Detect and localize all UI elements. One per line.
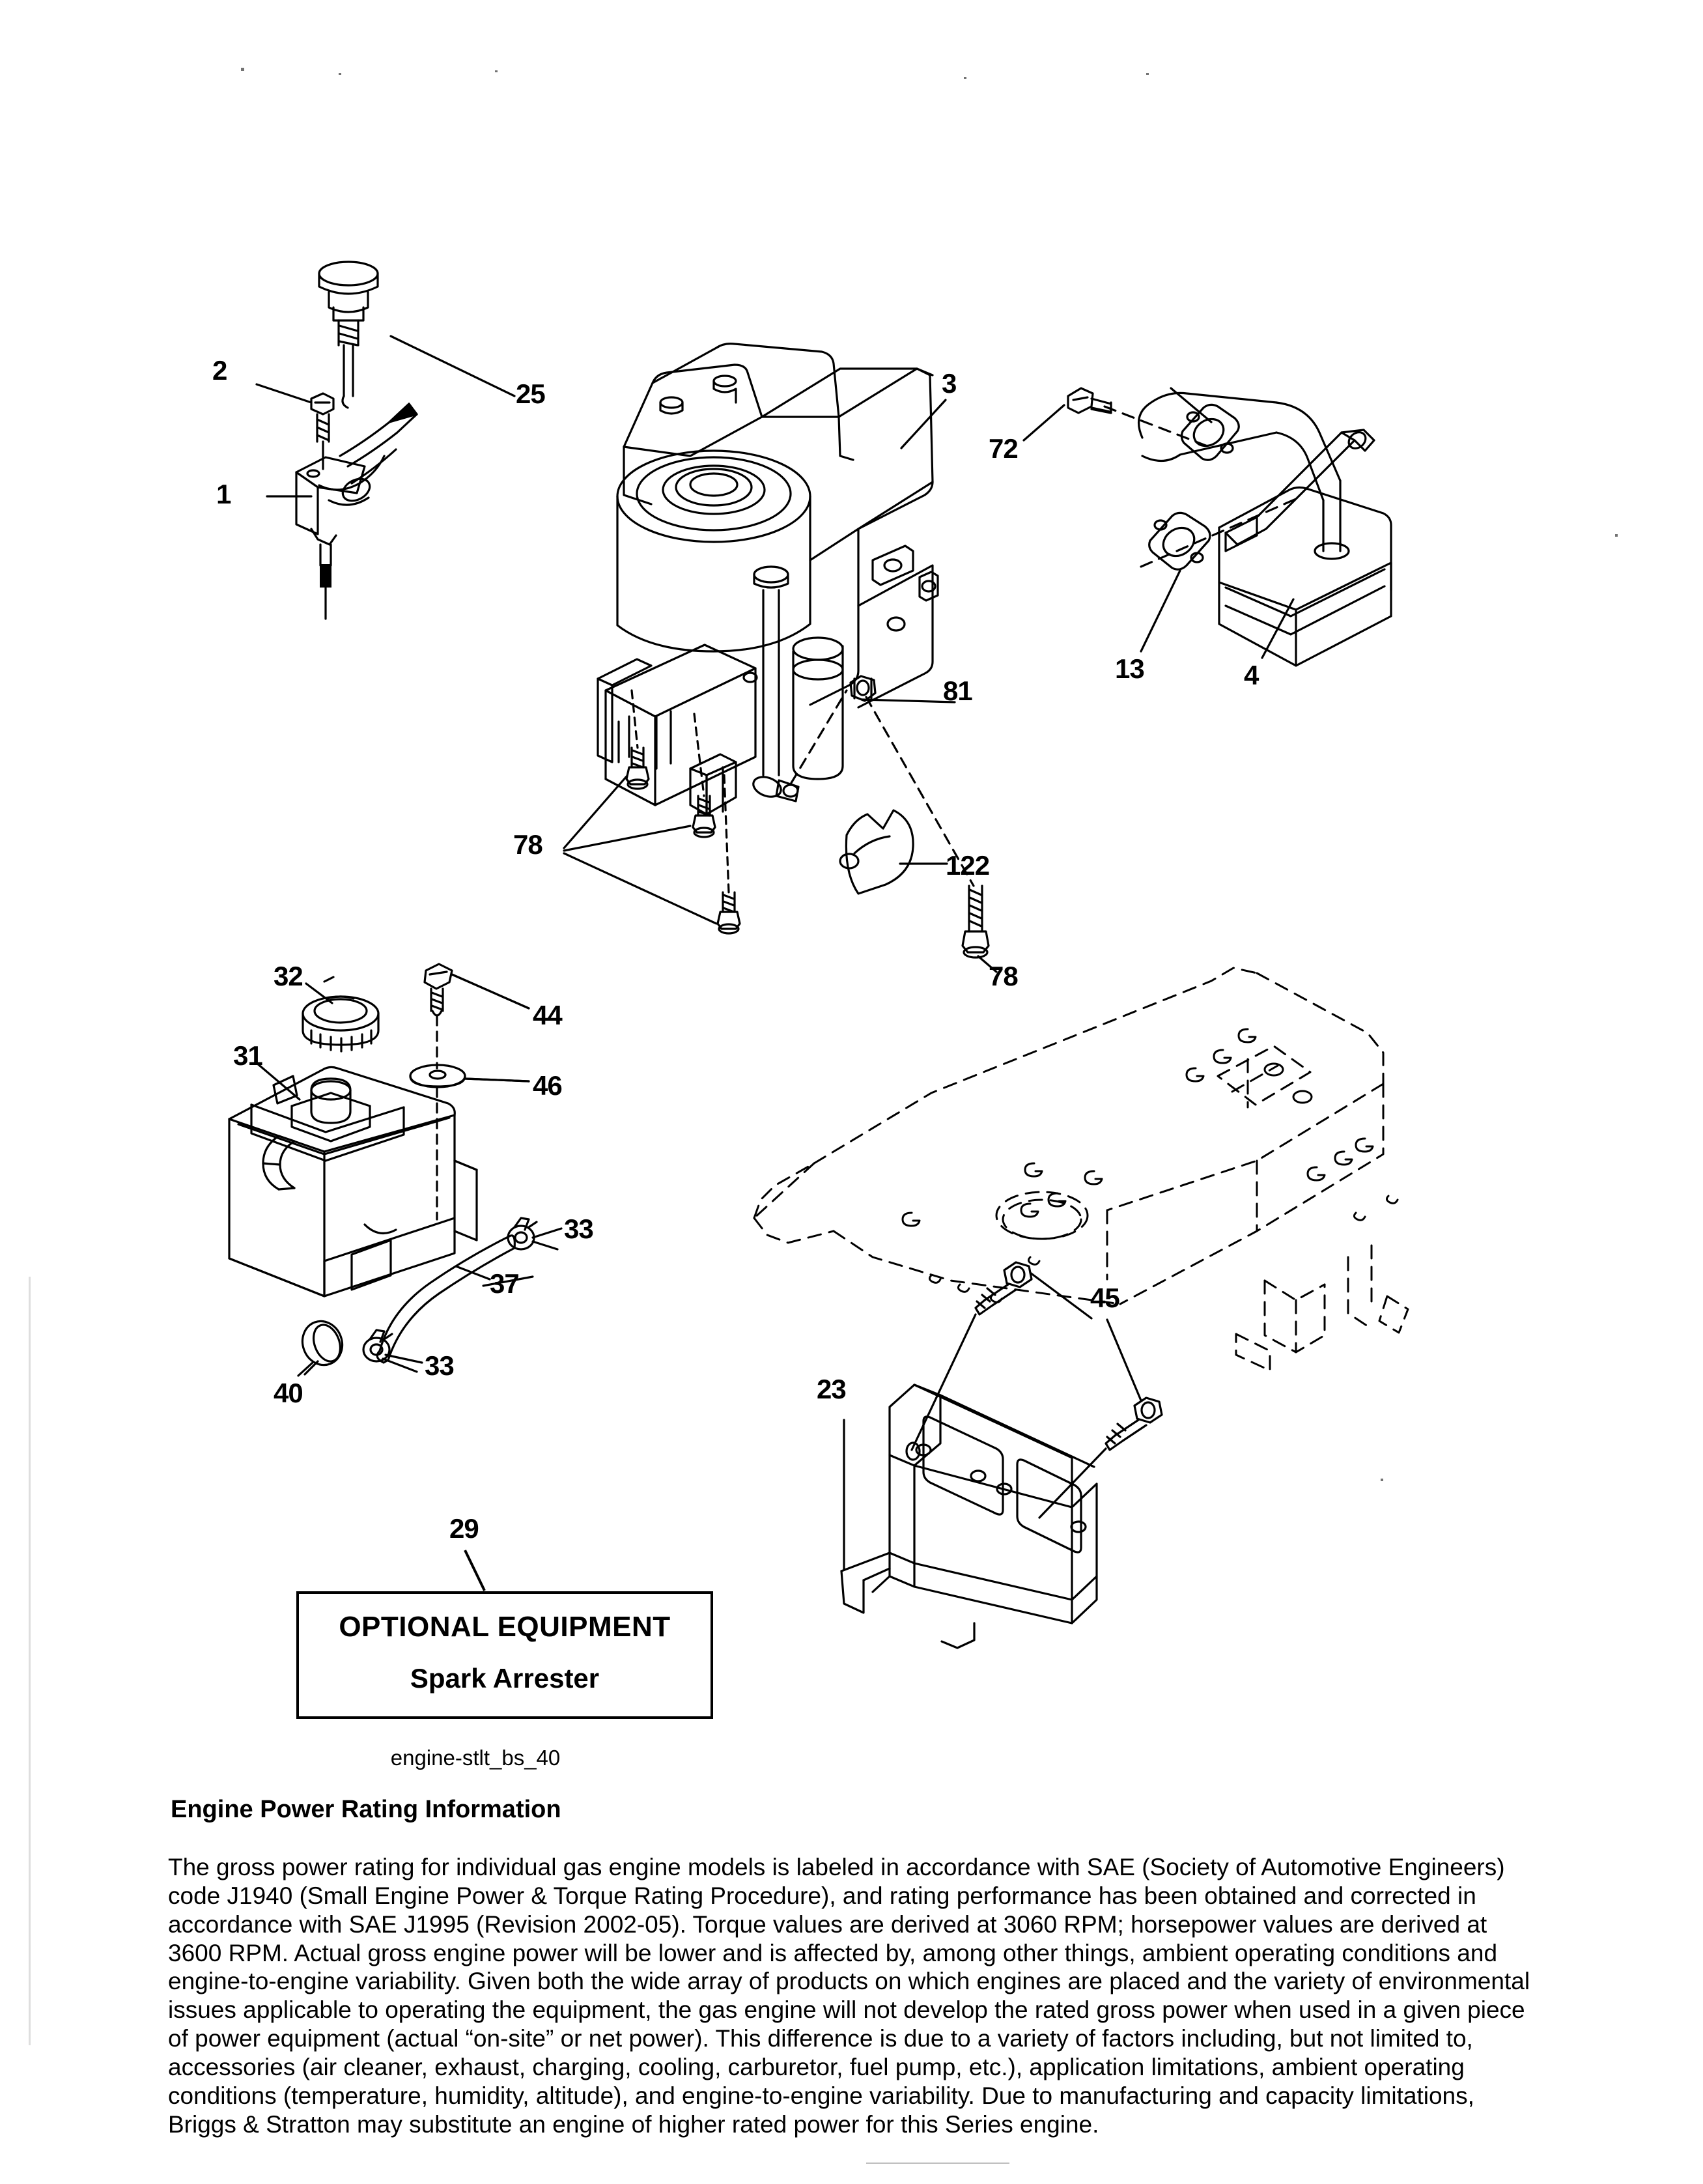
part-screw-78b <box>963 886 996 972</box>
figure-caption: engine-stlt_bs_40 <box>390 1746 561 1770</box>
part-screws-78 <box>564 690 740 933</box>
part-screws-45 <box>976 1262 1162 1450</box>
callout-40: 40 <box>274 1378 303 1408</box>
callout-44: 44 <box>533 1000 562 1030</box>
callout-78-b: 78 <box>989 961 1018 991</box>
callout-81: 81 <box>943 675 972 706</box>
part-washer-46 <box>410 1065 529 1087</box>
part-screw-44 <box>425 964 529 1015</box>
part-fuel-tank-31 <box>229 1067 477 1296</box>
callout-25: 25 <box>516 378 545 409</box>
scan-speckle <box>866 2163 1009 2164</box>
part-engine-3 <box>598 344 938 814</box>
part-screw-72 <box>1068 388 1111 413</box>
callout-13: 13 <box>1115 653 1144 684</box>
callout-45: 45 <box>1090 1283 1119 1313</box>
scan-speckle <box>495 70 498 72</box>
optional-equipment-subtitle: Spark Arrester <box>410 1663 600 1694</box>
callout-33-a: 33 <box>564 1213 593 1244</box>
scan-speckle <box>339 73 341 75</box>
part-fuel-line-37 <box>377 1236 533 1363</box>
callout-29-leader <box>449 1545 541 1596</box>
part-heat-shield-122 <box>840 810 913 894</box>
engine-power-rating-body: The gross power rating for individual gas engine models is labeled in accordance with SAE (Society of Automotive Engineers) code J1940 (Small Engine Power & Torque Rating Procedure), and rating performance has been obtained and corrected in accordance with SAE J1995 (Revision 2002-05). Torque values are derived at 3060 RPM; horsepower values are derived at 3600 RPM. Actual gross engine power will be lower and is affected by, among other things, ambient operating conditions and engine-to-engine variability. Given both the wide array of products on which engines are placed and the variety of environmental issues applicable to operating the equipment, the gas engine will not develop the rated gross power when used in a given piece of power equipment (actual “on-site” or net power). This difference is due to a variety of factors including, but not limited to, accessories (air cleaner, exhaust, charging, cooling, carburetor, fuel pump, etc.), application limitations, ambient operating conditions (temperature, humidity, altitude), and engine-to-engine variability. Due to manufacturing and capacity limitations, Briggs & Stratton may substitute an engine of higher rated power for this Series engine. <box>168 1854 1530 2138</box>
callout-78-a: 78 <box>513 829 542 860</box>
scan-speckle <box>1615 534 1618 537</box>
scan-speckle <box>1381 1479 1383 1481</box>
callout-31: 31 <box>233 1040 262 1071</box>
callout-72: 72 <box>989 433 1018 464</box>
part-nut-81 <box>851 676 875 701</box>
callout-2: 2 <box>212 355 227 386</box>
scan-speckle-edge <box>29 1277 31 2045</box>
optional-equipment-box <box>296 1591 713 1719</box>
callout-23: 23 <box>817 1374 846 1404</box>
callout-37: 37 <box>490 1268 519 1299</box>
part-choke-knob-25 <box>319 262 378 408</box>
part-muffler-guard-23 <box>841 1385 1097 1648</box>
callout-32: 32 <box>274 961 303 991</box>
scan-speckle <box>964 77 966 79</box>
callout-29: 29 <box>449 1513 479 1544</box>
callout-leaders <box>257 336 1293 1374</box>
part-grommet-40 <box>296 1316 348 1376</box>
part-throttle-control <box>296 404 417 619</box>
callout-46: 46 <box>533 1070 562 1101</box>
part-hose-clamp-33b <box>363 1330 417 1372</box>
callout-4: 4 <box>1244 660 1259 690</box>
callout-3: 3 <box>942 368 957 399</box>
optional-equipment-title: OPTIONAL EQUIPMENT <box>339 1611 671 1643</box>
callout-33-b: 33 <box>425 1350 454 1381</box>
part-fuel-cap-32 <box>303 977 378 1051</box>
scan-speckle <box>241 68 244 71</box>
engine-power-rating-heading: Engine Power Rating Information <box>171 1796 561 1823</box>
callout-122: 122 <box>946 850 990 881</box>
scan-speckle <box>1146 73 1149 75</box>
callout-1: 1 <box>216 479 231 509</box>
